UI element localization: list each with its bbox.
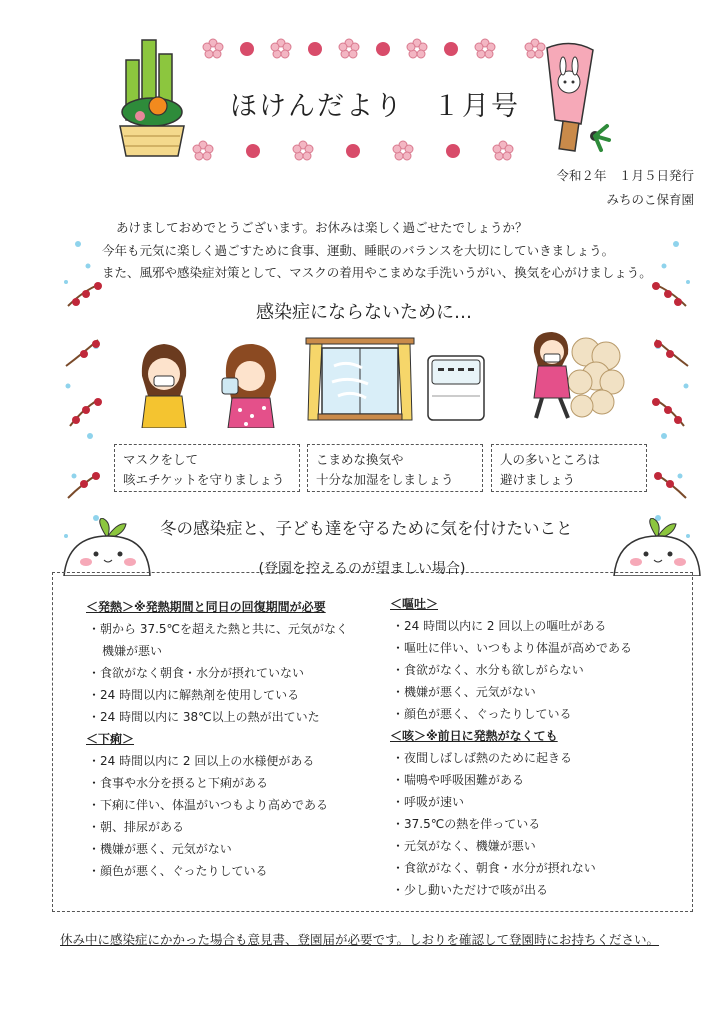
caption-ventilation-line-1: こまめな換気や [316,452,404,467]
guideline-subheading: (登園を控えるのが望ましい場合) [258,561,466,577]
caption-crowds-line-2: 避けましょう [500,472,576,487]
hagoita-illustration [535,40,615,160]
cough-heading: ＜咳＞※前日に発熱がなくても [390,729,558,743]
caption-ventilation [307,444,483,492]
fever-item-1: ・朝から 37.5℃を超えた熱と共に、元気がなく [88,622,349,636]
vomiting-item-1: ・24 時間以内に 2 回以上の嘔吐がある [392,619,607,633]
organization-name: みちのこ保育園 [606,192,694,207]
intro-line-3: また、風邪や感染症対策として、マスクの着用やこまめな手洗いうがい、換気を心がけましょう。 [102,265,652,280]
cough-item-2: ・喘鳴や呼吸困難がある [392,773,525,787]
prevention-heading: 感染症にならないために… [256,302,472,323]
children-wearing-masks-illustration [128,336,288,428]
window-ventilation-illustration [304,336,416,422]
newsletter-title: ほけんだより １月号 [230,91,520,122]
diarrhea-item-2: ・食事や水分を摂ると下痢がある [88,776,269,790]
fever-item-4: ・24 時間以内に 38℃以上の熱が出ていた [88,710,320,724]
vomiting-item-5: ・顔色が悪く、ぐったりしている [392,707,572,721]
plum-flower-row-top [200,36,550,62]
fever-item-2: ・食欲がなく朝食・水分が摂れていない [88,666,305,680]
caption-crowds-line-1: 人の多いところは [500,452,601,467]
caption-crowds [491,444,647,492]
cough-item-1: ・夜間しばしば熱のために起きる [392,751,573,765]
fever-item-1-cont: 機嫌が悪い [102,644,163,658]
winter-infection-heading: 冬の感染症と、子ども達を守るために気を付けたいこと [160,519,573,538]
humidifier-illustration [426,352,486,422]
diarrhea-item-1: ・24 時間以内に 2 回以上の水様便がある [88,754,315,768]
intro-line-2: 今年も元気に楽しく過ごすために食事、運動、睡眠のバランスを大切にしていきましょう。 [102,243,615,258]
cough-item-5: ・元気がなく、機嫌が悪い [392,839,536,853]
cough-item-7: ・少し動いただけで咳が出る [392,883,549,897]
berry-branch-border-right [646,236,696,546]
fever-item-3: ・24 時間以内に解熱剤を使用している [88,688,300,702]
caption-ventilation-line-2: 十分な加湿をしましょう [316,472,454,487]
issue-date: 令和２年 １月５日発行 [556,168,694,183]
vomiting-item-4: ・機嫌が悪く、元気がない [392,685,536,699]
vomiting-heading: ＜嘔吐＞ [390,597,439,611]
caption-mask-line-2: 咳エチケットを守りましょう [123,472,285,487]
cough-item-4: ・37.5℃の熱を伴っている [392,817,541,831]
fever-heading: ＜発熱＞※発熱期間と同日の回復期間が必要 [86,600,326,614]
intro-line-1: あけましておめでとうございます。お休みは楽しく過ごせたでしょうか？ [116,220,528,235]
diarrhea-item-5: ・機嫌が悪く、元気がない [88,842,232,856]
crowd-avoidance-illustration [516,326,626,426]
vomiting-cough-section [390,593,680,901]
diarrhea-item-4: ・朝、排尿がある [88,820,185,834]
diarrhea-heading: ＜下痢＞ [86,732,135,746]
berry-branch-border-left [58,236,108,546]
vomiting-item-2: ・嘔吐に伴い、いつもより体温が高めである [392,641,633,655]
footer-notice: 休み中に感染症にかかった場合も意見書、登園届が必要です。しおりを確認して登園時にお持ちください。 [60,932,660,947]
fever-section [86,596,376,882]
plum-flower-row-bottom [190,138,530,164]
caption-mask-line-1: マスクをして [123,452,199,467]
kadomatsu-illustration [112,34,192,159]
vomiting-item-3: ・食欲がなく、水分も欲しがらない [392,663,584,677]
cough-item-6: ・食欲がなく、朝食・水分が摂れない [392,861,596,875]
caption-mask [114,444,300,492]
diarrhea-item-3: ・下痢に伴い、体温がいつもより高めである [88,798,329,812]
diarrhea-item-6: ・顔色が悪く、ぐったりしている [88,864,268,878]
cough-item-3: ・呼吸が速い [392,795,465,809]
